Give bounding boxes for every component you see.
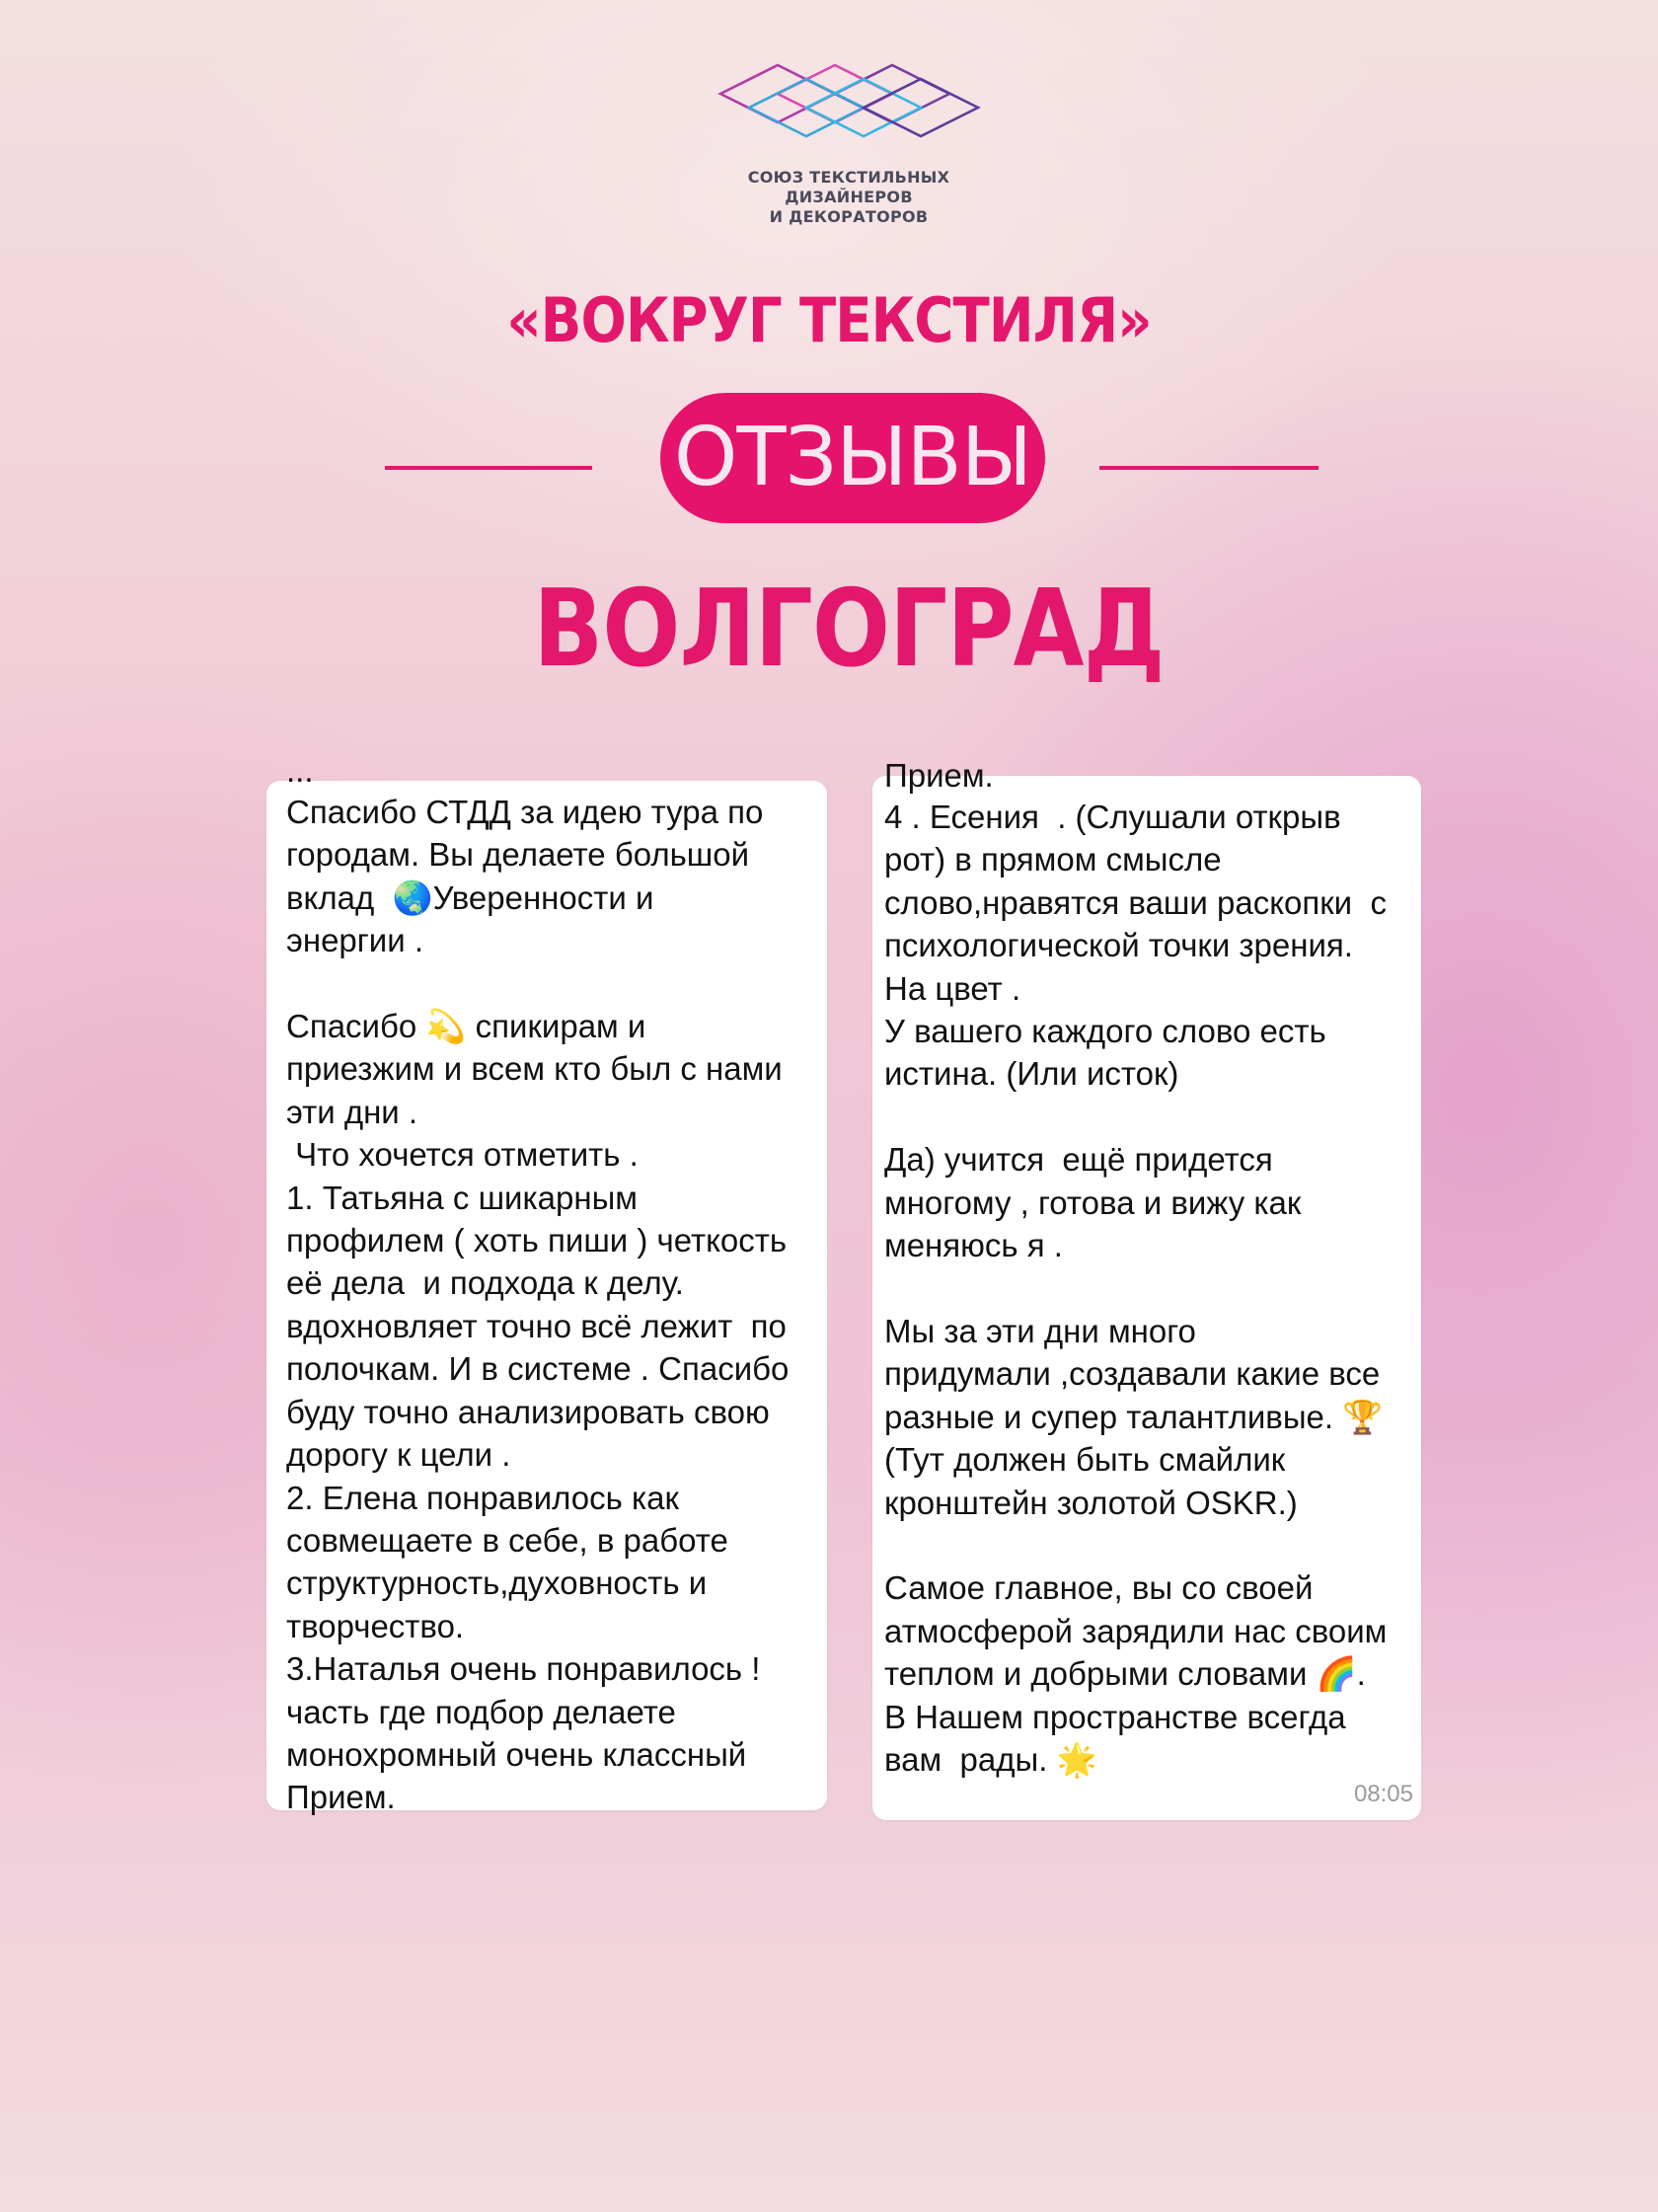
- left-divider: [385, 466, 592, 470]
- review-card-left: [266, 752, 827, 1816]
- review-text-right: 4 . Есения . (Слушали открыв рот) в прямом смысле слово,нравятся ваши раскопки с психологической точки зрения. На цвет . У вашего каждого слово есть истина. (Или исток) Да) учится ещё придется многому , готова и вижу как меняюсь я . Мы за эти дни много придумали ,создавали какие все разные и супер талантливые. 🏆 (Тут должен быть смайлик кронштейн золотой OSKR.) Самое главное, вы со своей атмосферой зарядили нас своим теплом и добрыми словами 🌈. В Нашем пространстве всегда вам рады. 🌟: [884, 799, 1388, 1778]
- logo: [691, 57, 1007, 227]
- review-text-left: Спасибо СТДД за идею тура по городам. Вы делаете большой вклад 🌏Уверенности и энергии . Спасибо 💫 спикирам и приезжим и всем кто был с нами эти дни . Что хочется отметить . 1. Татьяна с шикарным профилем ( хоть пиши ) четкость её дела и подхода к делу. вдохновляет точно всё лежит по полочкам. И в системе . Спасибо буду точно анализировать свою дорогу к цели . 2. Елена понравилось как совмещаете в себе, в работе структурность,духовность и творчество. 3.Наталья очень понравилось ! часть где подбор делаете монохромный очень классный Прием.: [286, 794, 790, 1816]
- city-heading: ВОЛГОГРАД: [533, 568, 1165, 691]
- review-card-right: [872, 757, 1421, 1820]
- review-cutoff-fragment-right: Прием.: [884, 757, 994, 794]
- logo-line-1: СОЮЗ ТЕКСТИЛЬНЫХ ДИЗАЙНЕРОВ: [747, 168, 950, 206]
- diamond-lattice-logo-icon: [711, 57, 987, 156]
- review-cutoff-fragment: ...: [286, 752, 314, 789]
- logo-text: [691, 168, 1007, 227]
- message-timestamp: 08:05: [1353, 1781, 1413, 1807]
- reviews-badge: ОТЗЫВЫ: [660, 393, 1045, 523]
- logo-line-2: И ДЕКОРАТОРОВ: [769, 207, 929, 226]
- page-title: «ВОКРУГ ТЕКСТИЛЯ»: [506, 284, 1152, 356]
- right-divider: [1099, 466, 1319, 470]
